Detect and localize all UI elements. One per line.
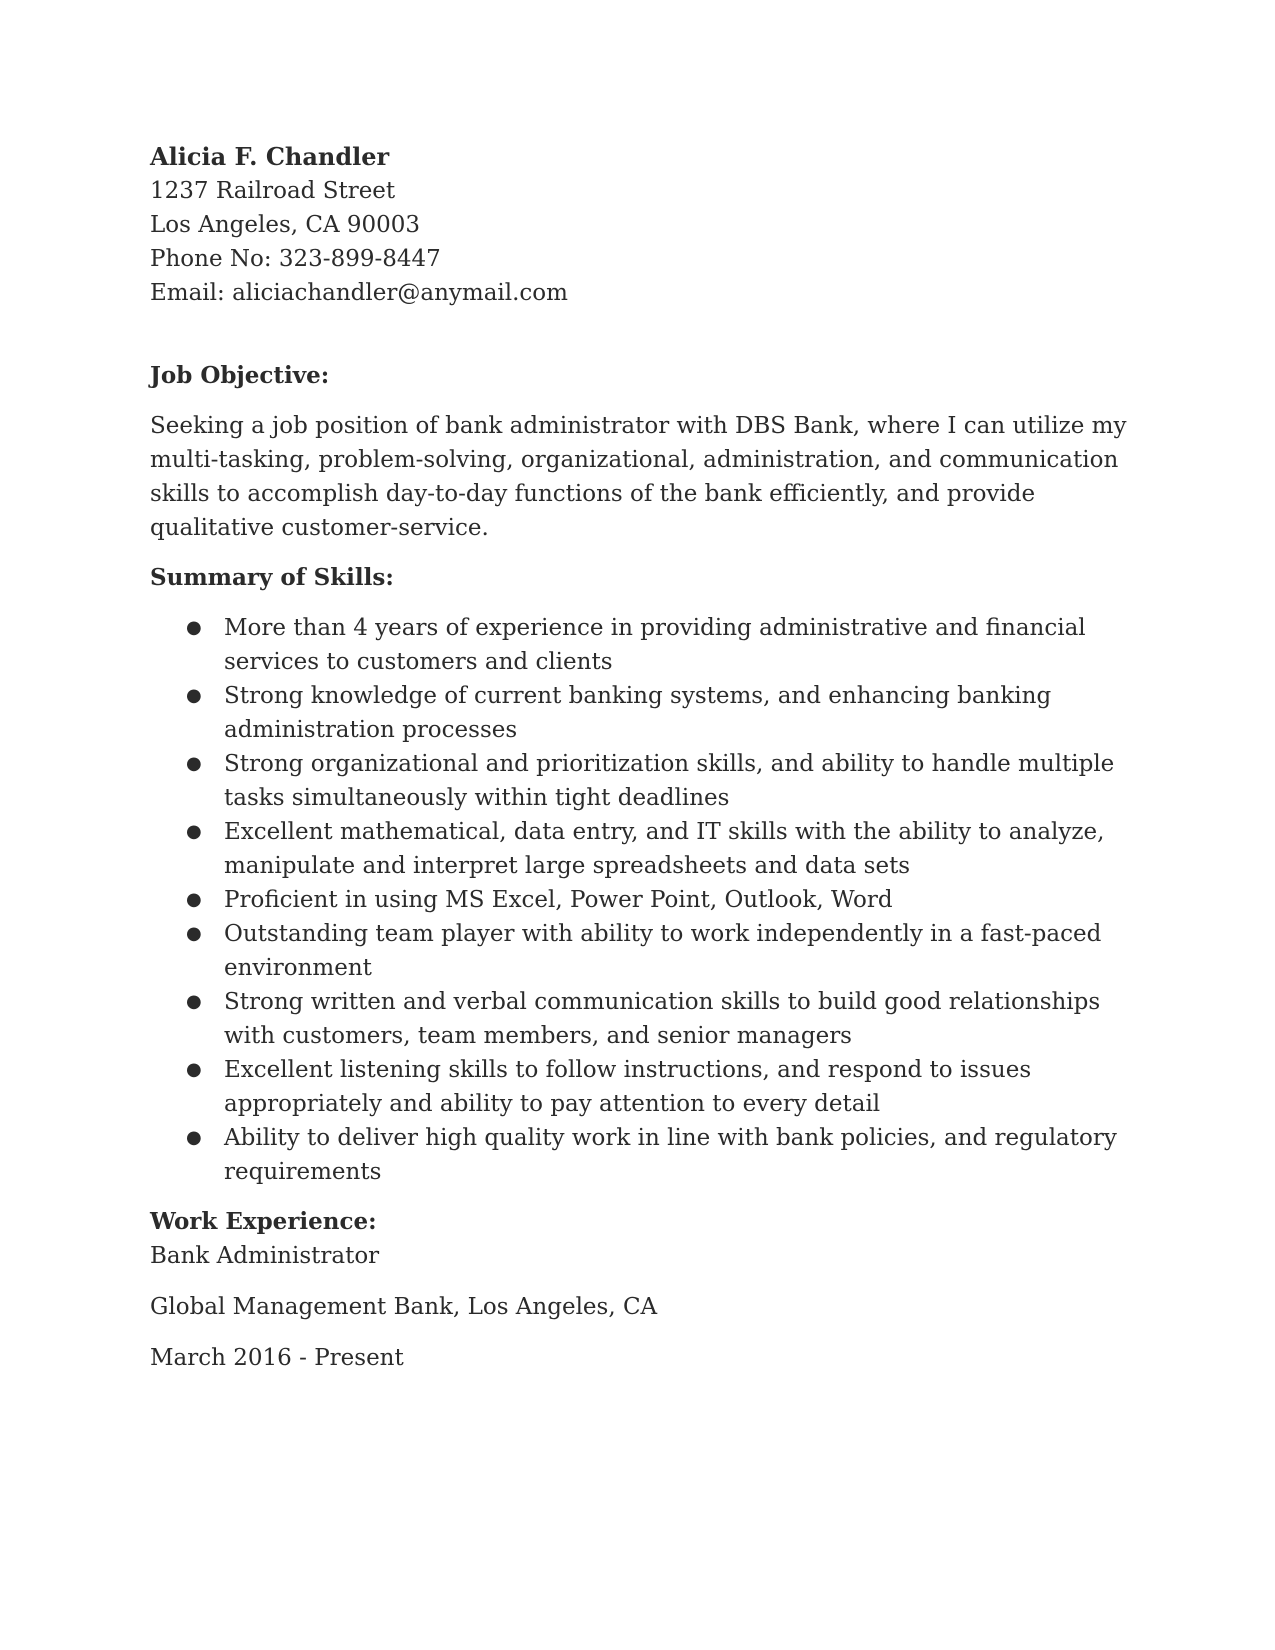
bullet-icon: ●: [186, 923, 202, 944]
skill-item: [150, 815, 1140, 883]
employer: Global Management Bank, Los Angeles, CA: [150, 1294, 658, 1320]
phone-number: Phone No: 323-899-8447: [150, 246, 441, 272]
bullet-icon: ●: [186, 685, 202, 706]
skill-item: [150, 1053, 1140, 1121]
bullet-icon: ●: [186, 753, 202, 774]
bullet-icon: ●: [186, 889, 202, 910]
skill-item: [150, 985, 1140, 1053]
objective-text: Seeking a job position of bank administrator with DBS Bank, where I can utilize my multi-tasking, problem-solving, organizational, administration, and communication skills to accomplish day-to-day functions of the bank efficiently, and provide qualitative customer-service.: [150, 413, 1127, 541]
skill-item: [150, 883, 1140, 917]
skill-text: Outstanding team player with ability to work independently in a fast-paced environment: [224, 921, 1102, 981]
employment-dates: March 2016 - Present: [150, 1345, 404, 1371]
skill-text: Strong written and verbal communication skills to build good relationships with customers, team members, and senior managers: [224, 989, 1101, 1049]
bullet-icon: ●: [186, 1127, 202, 1148]
bullet-icon: ●: [186, 991, 202, 1012]
skill-item: [150, 747, 1140, 815]
skill-item: [150, 611, 1140, 679]
contact-block: [150, 140, 1140, 310]
skill-text: More than 4 years of experience in providing administrative and financial services to customers and clients: [224, 615, 1086, 675]
skill-text: Excellent listening skills to follow instructions, and respond to issues appropriately and ability to pay attention to every detail: [224, 1057, 1032, 1117]
skill-text: Strong organizational and prioritization skills, and ability to handle multiple tasks simultaneously within tight deadlines: [224, 751, 1115, 811]
skill-item: [150, 679, 1140, 747]
skill-text: Ability to deliver high quality work in line with bank policies, and regulatory requirements: [224, 1125, 1117, 1185]
work-heading: Work Experience:: [150, 1208, 377, 1235]
skills-heading: Summary of Skills:: [150, 564, 394, 591]
candidate-name: Alicia F. Chandler: [150, 142, 390, 171]
address-city: Los Angeles, CA 90003: [150, 212, 421, 238]
skill-item: [150, 917, 1140, 985]
objective-heading: Job Objective:: [150, 362, 330, 389]
bullet-icon: ●: [186, 617, 202, 638]
skill-text: Excellent mathematical, data entry, and IT skills with the ability to analyze, manipulate and interpret large spreadsheets and data sets: [224, 819, 1105, 879]
skills-list: [150, 611, 1140, 1189]
address-street: 1237 Railroad Street: [150, 178, 396, 204]
bullet-icon: ●: [186, 1059, 202, 1080]
skill-item: [150, 1121, 1140, 1189]
resume-page: [150, 140, 1140, 1375]
job-title: Bank Administrator: [150, 1243, 380, 1269]
skill-text: Proficient in using MS Excel, Power Point, Outlook, Word: [224, 887, 893, 913]
bullet-icon: ●: [186, 821, 202, 842]
email-address: Email: aliciachandler@anymail.com: [150, 280, 568, 306]
skill-text: Strong knowledge of current banking systems, and enhancing banking administration processes: [224, 683, 1052, 743]
